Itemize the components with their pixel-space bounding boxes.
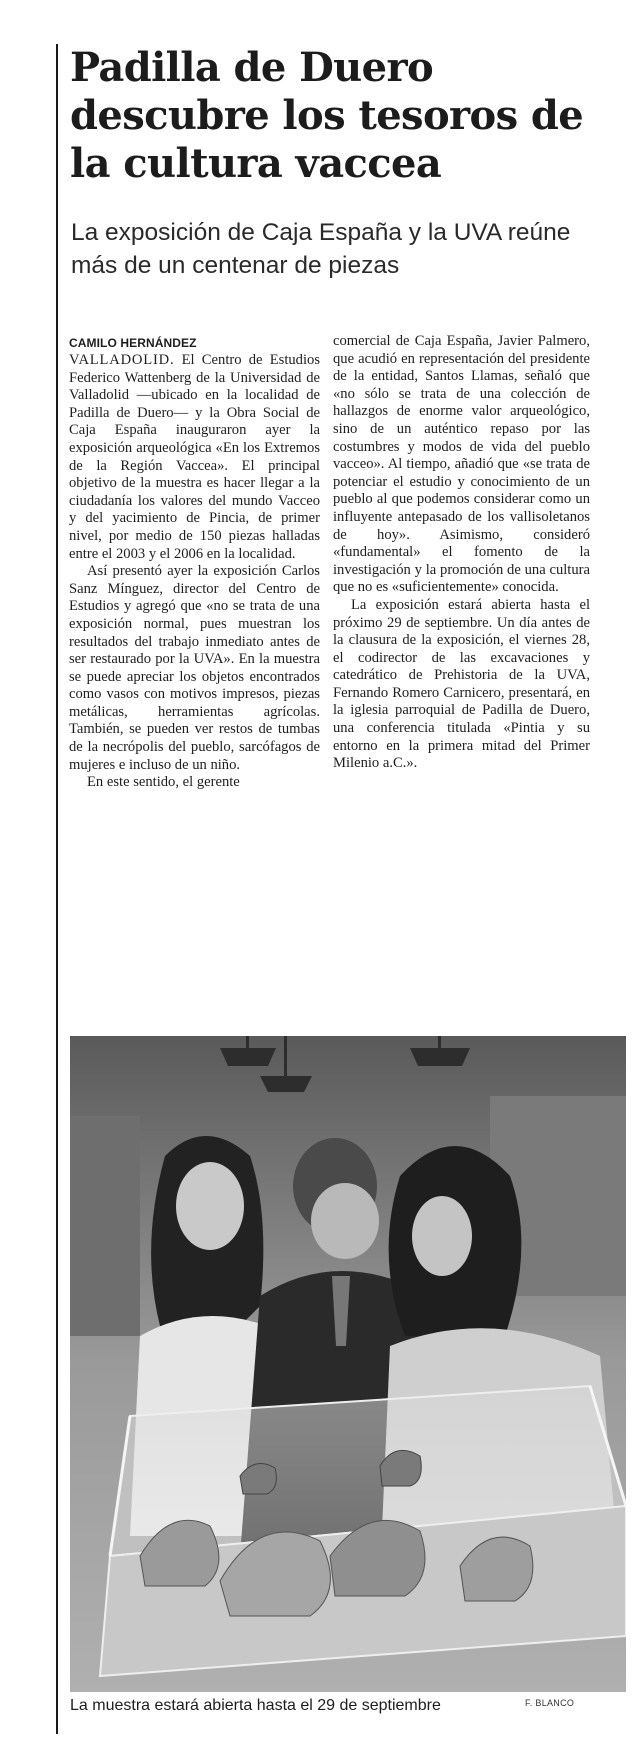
- dateline: VALLADOLID.: [69, 352, 175, 368]
- byline: CAMILO HERNÁNDEZ: [69, 336, 197, 350]
- headline: Padilla de Duero descubre los tesoros de la cultura vaccea: [70, 44, 584, 187]
- column-rule: [56, 44, 58, 1734]
- article-column-right: [333, 333, 590, 773]
- paragraph-3-continued: comercial de Caja España, Javier Palmero, que acudió en representación del presidente de la entidad, Santos Llamas, señaló que «no sólo se trata de una colección de hallazgos de enorme valor arqueológico, sino de un auténtico repaso por las costumbres y modos de vida del pueblo vacceo». Al tiempo, añadió que «se trata de potenciar el estudio y conocimiento de un pueblo al que podemos considerar como un influyente antepasado de los vallisoletanos de hoy». Asimismo, consideró «fundamental» el fomento de la investigación y la promoción de una cultura que no es «suficientemente» conocida.: [333, 333, 590, 596]
- paragraph-3-start: En este sentido, el gerente: [87, 774, 240, 791]
- paragraph-1: [69, 352, 320, 563]
- paragraph-1-text: El Centro de Estudios Federico Wattenberg de la Universidad de Valladolid —ubicado en la localidad de Padilla de Duero— y la Obra Social de Caja España inauguraron ayer la exposición arqueológica «En los Extremos de la Región Vaccea». El principal objetivo de la muestra es hacer llegar a la ciudadanía los valores del mundo Vacceo y del yacimiento de Pincia, de primer nivel, por medio de 150 piezas halladas entre el 2003 y el 2006 en la localidad.: [69, 352, 320, 562]
- photo-caption: La muestra estará abierta hasta el 29 de septiembre: [70, 1697, 441, 1714]
- subtitle: La exposición de Caja España y la UVA reúne más de un centenar de piezas: [71, 219, 571, 279]
- photo-credit: F. BLANCO: [525, 1698, 575, 1708]
- paragraph-4: La exposición estará abierta hasta el próximo 29 de septiembre. Un día antes de la clausura de la exposición, el viernes 28, el codirector de las excavaciones y catedrático de Prehistoria de la UVA, Fernando Romero Carnicero, presentará, en la iglesia parroquial de Padilla de Duero, una conferencia titulada «Pintia y su entorno en la primera mitad del Primer Milenio a.C.».: [333, 596, 590, 772]
- article-column-left: [69, 335, 320, 792]
- photo-illustration: [70, 1036, 626, 1692]
- paragraph-2: Así presentó ayer la exposición Carlos Sanz Mínguez, director del Centro de Estudios y agregó que «no se trata de una exposición normal, pues muestran los resultados del trabajo inmediato antes de ser restaurado por la UVA». En la muestra se puede apreciar los objetos encontrados como vasos con motivos impresos, piezas metálicas, herramientas agrícolas. También, se pueden ver restos de tumbas de la necrópolis del pueblo, sarcófagos de mujeres e incluso de un niño.: [69, 563, 320, 773]
- exhibition-photo: [70, 1036, 626, 1692]
